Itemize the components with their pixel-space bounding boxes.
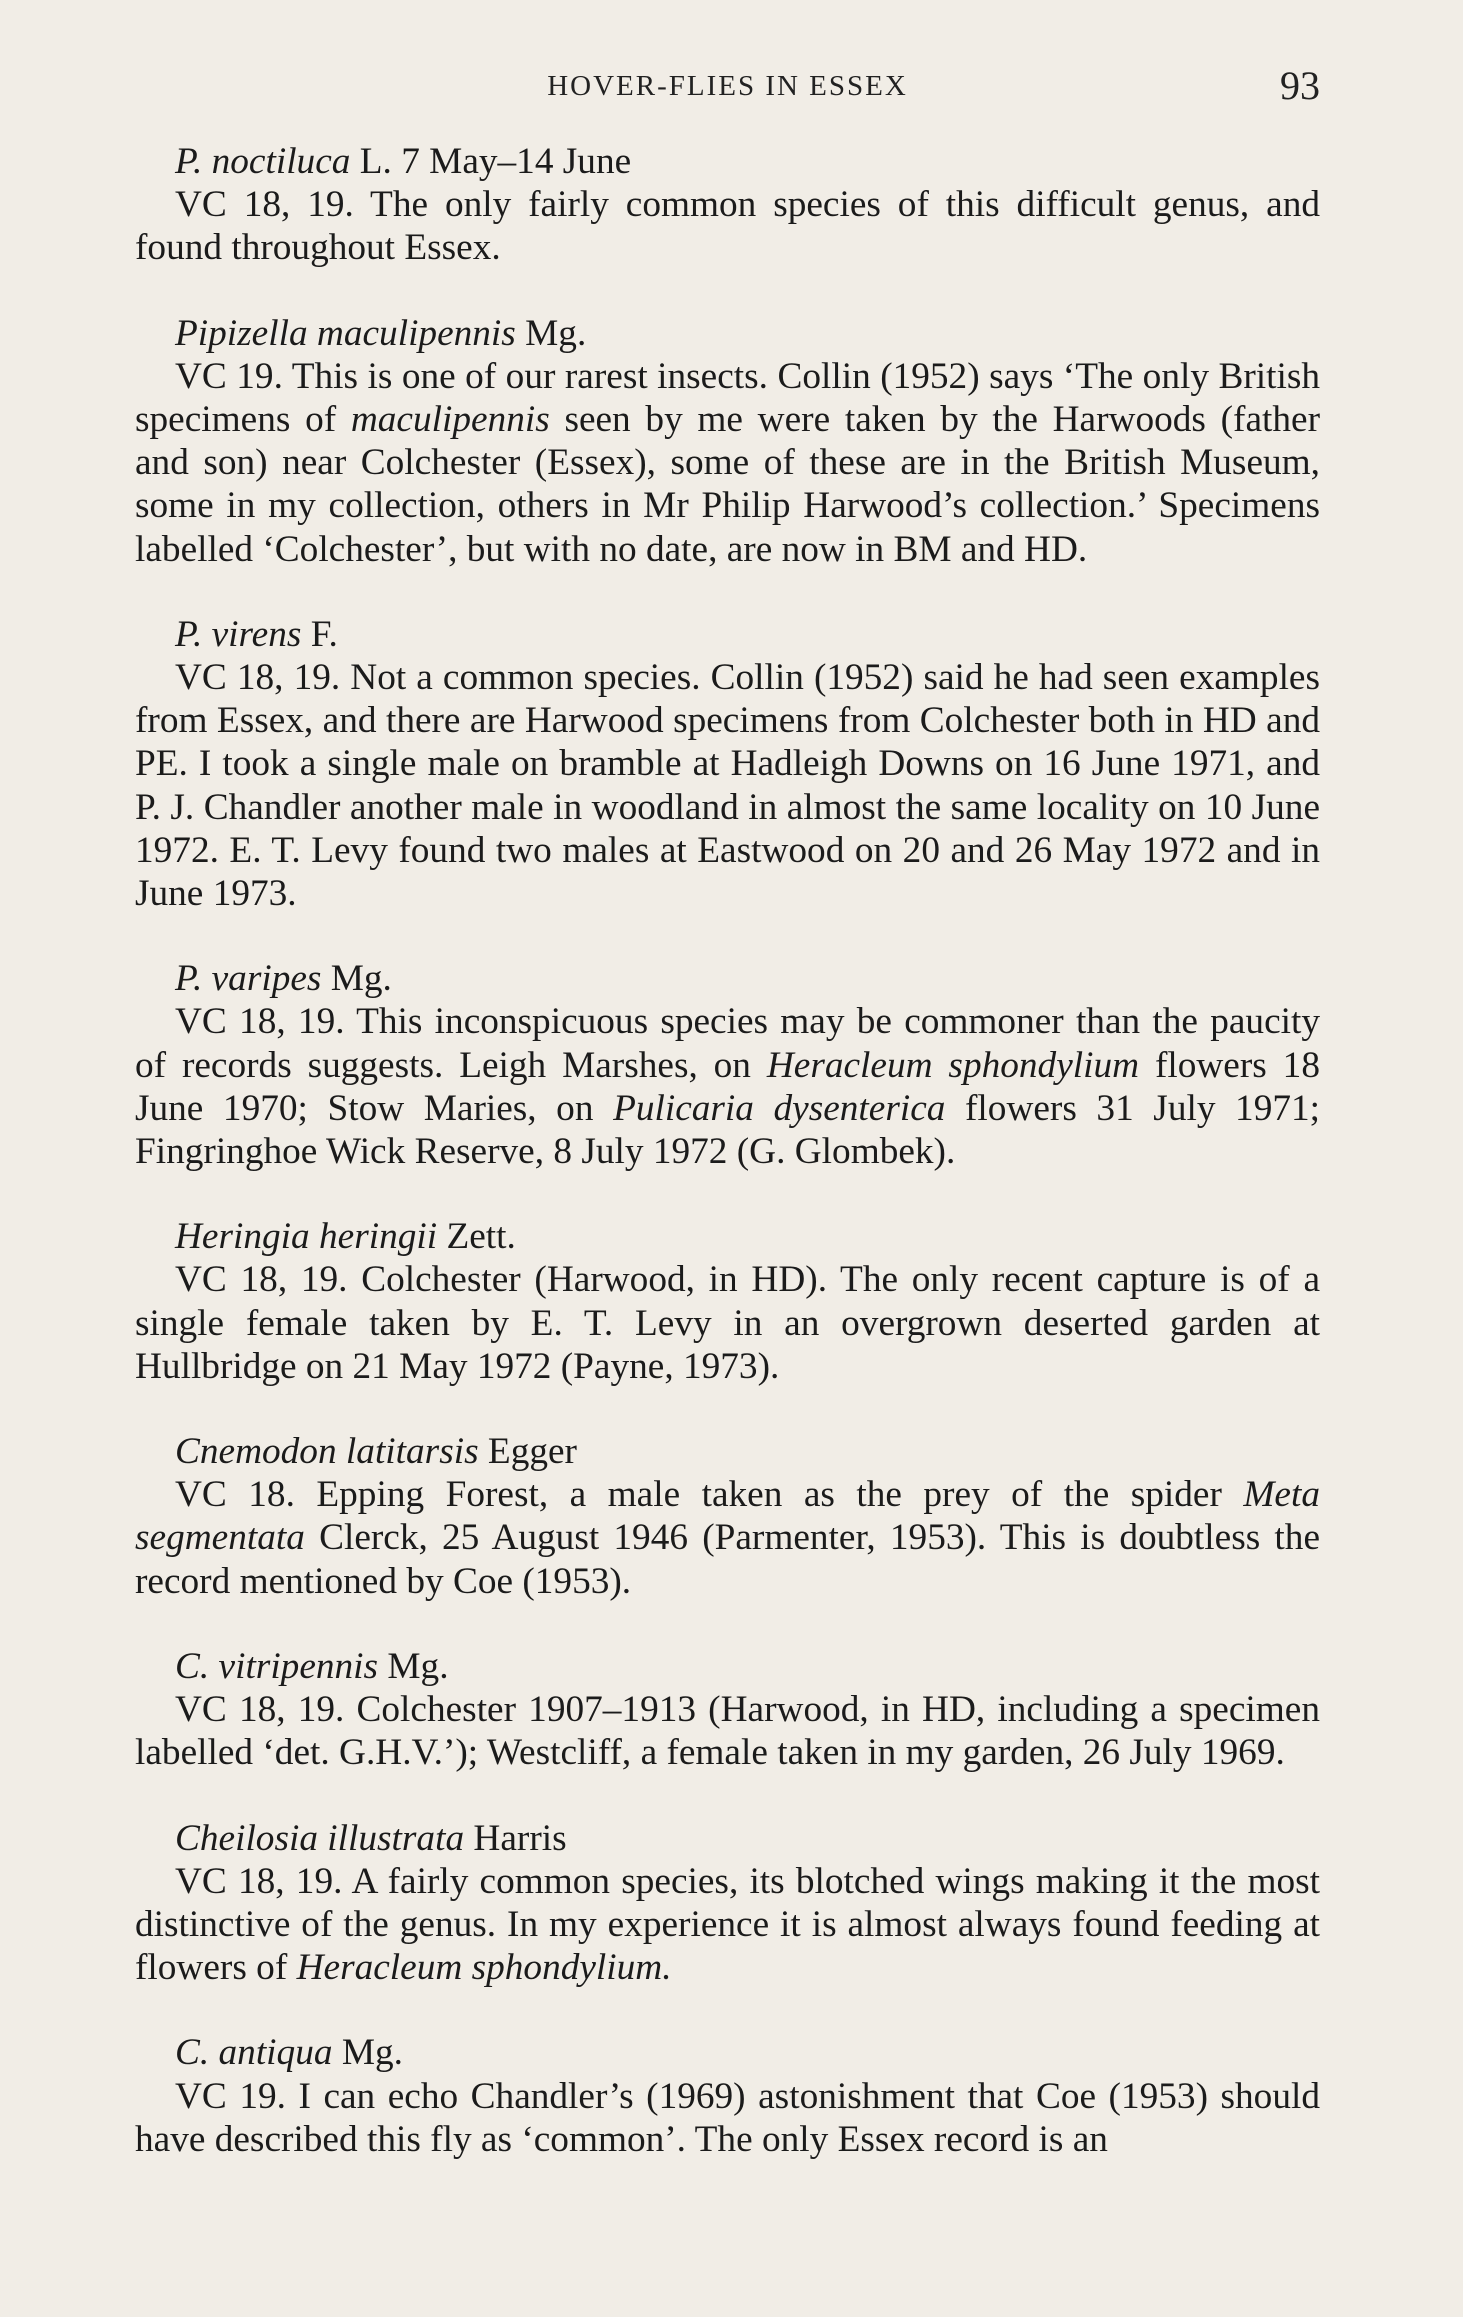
species-authority: F. xyxy=(310,613,338,655)
italic-taxon: Heracleum sphondylium. xyxy=(296,1947,672,1989)
text-run: VC 18, 19. Colchester 1907–1913 (Harwood, in HD, including a specimen labelled ‘det. G.H.V.’); Westcliff, a female taken in my garden, 26 July 1969. xyxy=(135,1689,1320,1774)
text-run: VC 19. I can echo Chandler’s (1969) astonishment that Coe (1953) should have described this fly as ‘common’. The only Essex record is an xyxy=(135,2075,1320,2160)
species-entry xyxy=(135,1645,1320,1775)
species-entry xyxy=(135,1430,1320,1603)
species-name: Cheilosia illustrata xyxy=(175,1817,465,1859)
species-heading xyxy=(175,1430,1320,1473)
italic-taxon: maculipennis xyxy=(350,399,550,441)
text-run: VC 18, 19. Not a common species. Collin (1952) said he had seen examples from Essex, and there are Harwood specimens from Colchester both in HD and PE. I took a single male on bramble at Hadleigh Downs on 16 June 1971, and P. J. Chandler another male in woodland in almost the same locality on 10 June 1972. E. T. Levy found two males at Eastwood on 20 and 26 May 1972 and in June 1973. xyxy=(135,657,1320,915)
flight-period: 7 May–14 June xyxy=(401,141,632,182)
text-run: flowers 31 July 1971; Fingringhoe Wick Reserve, 8 July 1972 (G. Glombek). xyxy=(135,1087,1321,1173)
species-name: C. antiqua xyxy=(175,2032,333,2074)
species-authority: Mg. xyxy=(525,312,587,354)
species-account xyxy=(135,1258,1320,1388)
species-heading xyxy=(175,1645,1320,1688)
species-heading xyxy=(175,1817,1320,1860)
species-entry xyxy=(135,140,1320,270)
species-heading xyxy=(175,2031,1320,2074)
species-authority: Mg. xyxy=(387,1645,449,1687)
species-authority: Harris xyxy=(473,1817,567,1859)
text-run: VC 18. Epping Forest, a male taken as the prey of the spider xyxy=(175,1474,1244,1516)
species-name: C. vitripennis xyxy=(175,1645,379,1687)
species-account xyxy=(135,355,1320,571)
species-account xyxy=(135,656,1320,915)
species-account xyxy=(135,1000,1320,1173)
species-entry xyxy=(135,2031,1320,2161)
italic-taxon: Heracleum sphondylium xyxy=(766,1044,1140,1086)
text-run: flowers 18 June 1970; Stow Maries, on xyxy=(135,1044,1320,1129)
species-heading xyxy=(175,1215,1320,1258)
species-account xyxy=(135,183,1320,269)
species-heading xyxy=(175,140,1320,183)
text-run: Clerck, 25 August 1946 (Parmenter, 1953). This is doubtless the record mentioned by Coe (1953). xyxy=(135,1517,1320,1602)
species-name: Cnemodon latitarsis xyxy=(175,1431,479,1473)
text-run: VC 18, 19. Colchester (Harwood, in HD). The only recent capture is of a single female taken by E. T. Levy in an overgrown deserted garden at Hullbridge on 21 May 1972 (Payne, 1973). xyxy=(135,1259,1320,1387)
species-name: Heringia heringii xyxy=(175,1216,438,1258)
text-run: VC 19. This is one of our rarest insects. Collin (1952) says ‘The only British specimens of xyxy=(135,355,1320,441)
species-account xyxy=(135,1473,1320,1603)
italic-taxon: Meta segmentata xyxy=(135,1474,1320,1559)
article-body xyxy=(135,140,1320,2161)
species-authority: Mg. xyxy=(341,2032,403,2074)
species-entry xyxy=(135,613,1320,915)
text-run: VC 18, 19. This inconspicuous species may be commoner than the paucity of records suggests. Leigh Marshes, on xyxy=(135,1001,1320,1086)
text-run: seen by me were taken by the Harwoods (father and son) near Colchester (Essex), some of these are in the British Museum, some in my collection, others in Mr Philip Harwood’s collection.’ Specimens labelled ‘Colchester’, but with no date, are now in BM and HD. xyxy=(135,399,1320,570)
species-heading xyxy=(175,957,1320,1000)
species-heading xyxy=(175,613,1320,656)
running-head: HOVER-FLIES IN ESSEX xyxy=(547,70,908,102)
italic-taxon: Pulicaria dysenterica xyxy=(613,1087,946,1129)
text-run: VC 18, 19. A fairly common species, its blotched wings making it the most distinctive of the genus. In my experience it is almost always found feeding at flowers of xyxy=(135,1860,1320,1989)
species-authority: L. xyxy=(359,141,392,182)
species-entry xyxy=(135,957,1320,1173)
species-authority: Egger xyxy=(487,1431,577,1473)
species-entry xyxy=(135,1215,1320,1388)
species-account xyxy=(135,2075,1320,2161)
species-account xyxy=(135,1688,1320,1774)
species-authority: Mg. xyxy=(330,958,392,1000)
species-name: P. varipes xyxy=(175,958,322,1000)
species-authority: Zett. xyxy=(446,1216,516,1258)
species-entry xyxy=(135,1817,1320,1990)
species-account xyxy=(135,1860,1320,1990)
species-heading xyxy=(175,312,1320,355)
species-name: P. virens xyxy=(175,613,302,655)
species-name: Pipizella maculipennis xyxy=(175,312,516,354)
page-header xyxy=(135,62,1320,122)
page-number: 93 xyxy=(1280,63,1320,108)
species-entry xyxy=(135,312,1320,571)
species-name: P. noctiluca xyxy=(175,141,351,182)
text-run: VC 18, 19. The only fairly common species of this difficult genus, and found throughout Essex. xyxy=(135,184,1320,269)
